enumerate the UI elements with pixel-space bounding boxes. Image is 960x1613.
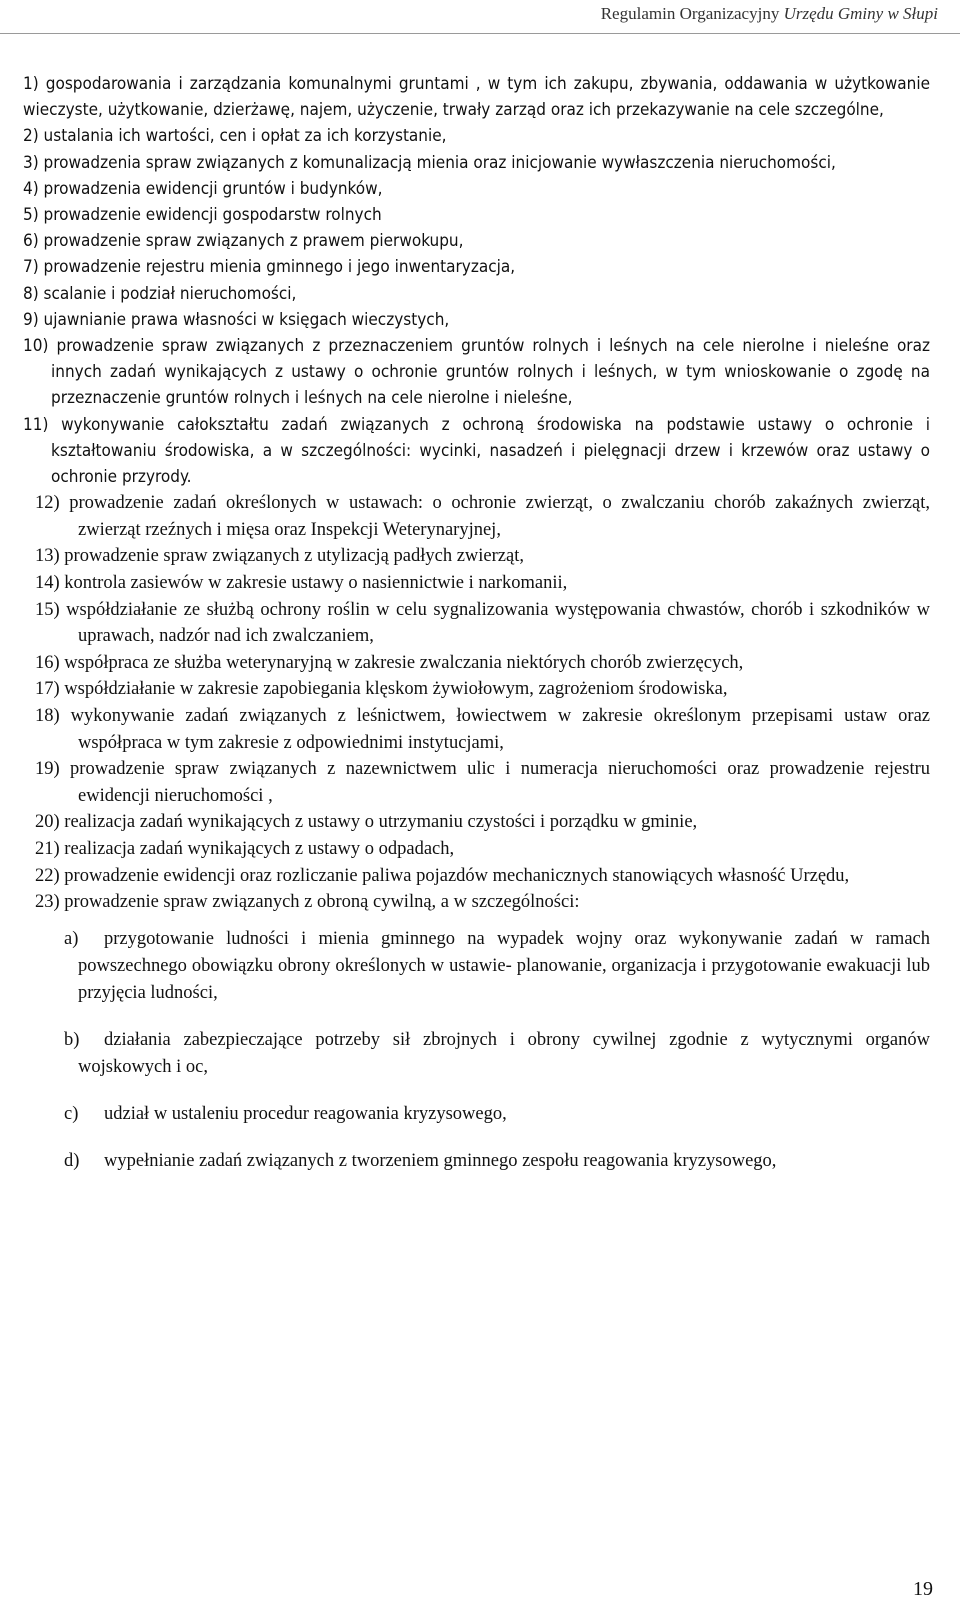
- civil-defense-sublist: [0, 926, 960, 1175]
- sublist-item: [64, 926, 930, 1007]
- list-item: 8) scalanie i podział nieruchomości,: [23, 283, 297, 304]
- list-item: 18) wykonywanie zadań związanych z leśnictwem, łowiectwem w zakresie określonym przepisami ustaw oraz współpraca w tym zakresie z odpowiednimi instytucjami,: [35, 706, 930, 753]
- sublist-label: a): [64, 928, 79, 949]
- list-item: 20) realizacja zadań wynikających z ustawy o utrzymaniu czystości i porządku w gminie,: [35, 812, 698, 833]
- sublist-item: [64, 1148, 930, 1175]
- sublist-item: [64, 1027, 930, 1081]
- header-title-plain: Regulamin Organizacyjny: [600, 4, 780, 23]
- list-item: 1) gospodarowania i zarządzania komunalnymi gruntami , w tym ich zakupu, zbywania, oddawania w użytkowanie wieczyste, użytkowanie, dzierżawę, najem, użyczenie, trwały zarząd oraz ich przekazywanie na cele szczególne,: [23, 74, 930, 121]
- sublist-text: przygotowanie ludności i mienia gminnego na wypadek wojny oraz wykonywanie zadań w ramach powszechnego obowiązku obrony określonych w ustawie- planowanie, organizacja i przygotowanie ewakuacji lub przyjęcia ludności,: [78, 928, 930, 1003]
- sublist-label: d): [64, 1150, 80, 1171]
- task-list-sans: [0, 71, 960, 490]
- list-item: 10) prowadzenie spraw związanych z przeznaczeniem gruntów rolnych i leśnych na cele nierolne i nieleśne oraz innych zadań wynikających z ustawy o ochronie gruntów rolnych i leśnych, w tym wnioskowanie o zgodę na przeznaczenie gruntów rolnych i leśnych na cele nierolne i nieleśne,: [23, 336, 930, 409]
- list-item: 3) prowadzenia spraw związanych z komunalizacją mienia oraz inicjowanie wywłaszczenia nieruchomości,: [23, 152, 836, 173]
- sublist-text: działania zabezpieczające potrzeby sił zbrojnych i obrony cywilnej zgodnie z wytycznymi organów wojskowych i oc,: [78, 1029, 930, 1077]
- list-item: 4) prowadzenia ewidencji gruntów i budynków,: [23, 178, 383, 199]
- list-item: 5) prowadzenie ewidencji gospodarstw rolnych: [23, 205, 382, 226]
- task-list-serif: [0, 490, 960, 916]
- running-header: [601, 4, 938, 24]
- list-item: 19) prowadzenie spraw związanych z nazewnictwem ulic i numeracja nieruchomości oraz prowadzenie rejestru ewidencji nieruchomości ,: [35, 759, 930, 806]
- list-item: 23) prowadzenie spraw związanych z obroną cywilną, a w szczególności:: [35, 892, 580, 913]
- document-body: [0, 71, 960, 1195]
- header-rule: [0, 33, 960, 34]
- list-item: 11) wykonywanie całokształtu zadań związanych z ochroną środowiska na podstawie ustawy o ochronie i kształtowaniu środowiska, a w szczególności: wycinki, nasadzeń i pielęgnacji drzew i krzewów oraz ustawy o ochronie przyrody.: [23, 414, 930, 488]
- list-item: 13) prowadzenie spraw związanych z utylizacją padłych zwierząt,: [35, 546, 524, 567]
- list-item: 21) realizacja zadań wynikających z ustawy o odpadach,: [35, 838, 455, 859]
- list-item: 2) ustalania ich wartości, cen i opłat za ich korzystanie,: [23, 126, 447, 147]
- list-item: 6) prowadzenie spraw związanych z prawem pierwokupu,: [23, 231, 464, 252]
- sublist-item: [64, 1101, 930, 1128]
- list-item: 17) współdziałanie w zakresie zapobiegania klęskom żywiołowym, zagrożeniom środowiska,: [35, 679, 728, 700]
- sublist-text: udział w ustaleniu procedur reagowania kryzysowego,: [104, 1103, 507, 1124]
- list-item: 14) kontrola zasiewów w zakresie ustawy o nasiennictwie i narkomanii,: [35, 573, 568, 594]
- list-item: 16) współpraca ze służba weterynaryjną w zakresie zwalczania niektórych chorób zwierzęcych,: [35, 652, 744, 673]
- list-item: 15) współdziałanie ze służbą ochrony roślin w celu sygnalizowania występowania chwastów, chorób i szkodników w uprawach, nadzór nad ich zwalczaniem,: [35, 599, 930, 647]
- header-title-italic: Urzędu Gminy w Słupi: [783, 4, 938, 23]
- sublist-label: c): [64, 1103, 79, 1124]
- page-number: 19: [913, 1578, 933, 1600]
- sublist-text: wypełnianie zadań związanych z tworzeniem gminnego zespołu reagowania kryzysowego,: [104, 1150, 777, 1171]
- list-item: 12) prowadzenie zadań określonych w ustawach: o ochronie zwierząt, o zwalczaniu chorób zakaźnych zwierząt, zwierząt rzeźnych i mięsa oraz Inspekcji Weterynaryjnej,: [35, 493, 930, 540]
- list-item: 22) prowadzenie ewidencji oraz rozliczanie paliwa pojazdów mechanicznych stanowiących własność Urzędu,: [35, 865, 850, 886]
- list-item: 9) ujawnianie prawa własności w księgach wieczystych,: [23, 309, 450, 330]
- list-item: 7) prowadzenie rejestru mienia gminnego i jego inwentaryzacja,: [23, 257, 516, 278]
- sublist-label: b): [64, 1029, 80, 1050]
